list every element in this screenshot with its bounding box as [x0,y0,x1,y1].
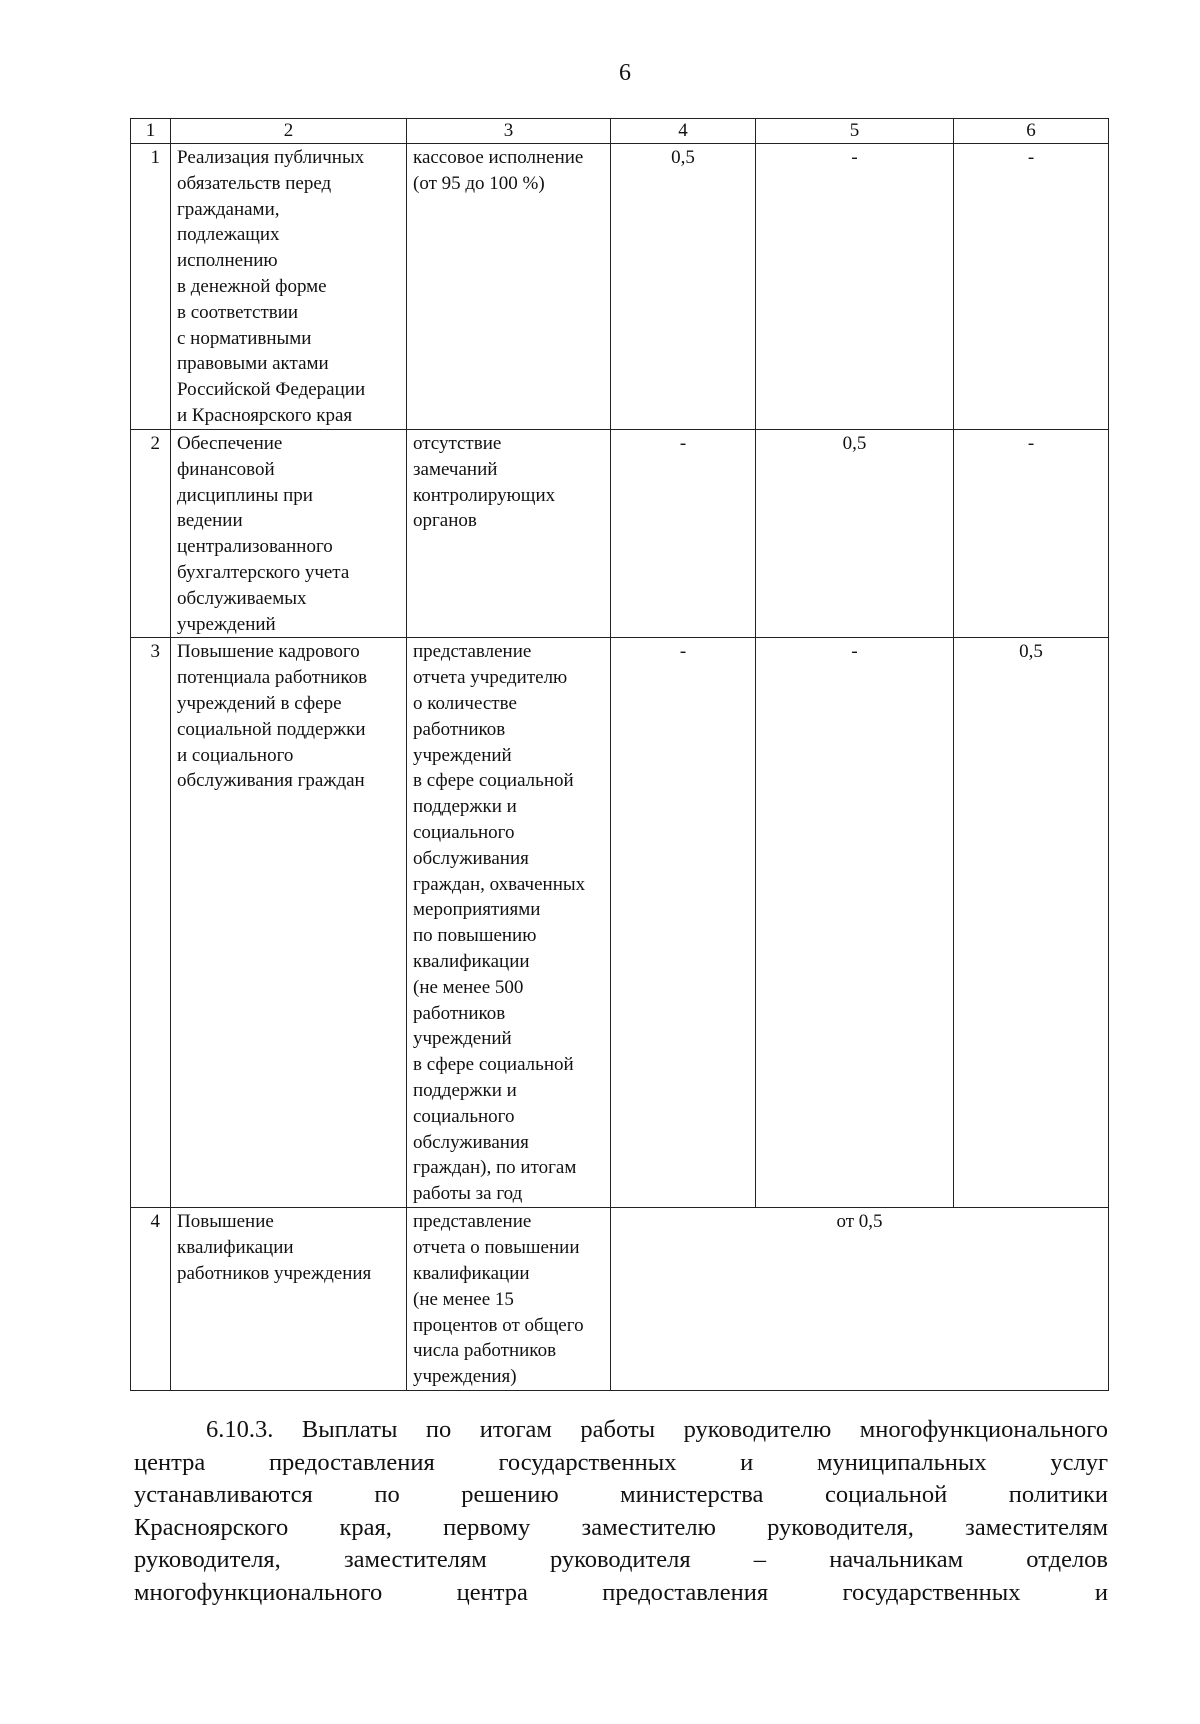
cell-line: с нормативными [177,327,312,349]
cell-line: работников [413,1002,506,1024]
row-name [171,1208,407,1391]
cell-line: граждан), по итогам [413,1157,577,1179]
header-cell: 3 [407,119,611,144]
cell-line: исполнению [177,250,278,272]
cell-line: социального [413,1105,515,1127]
row-value-col5: - [756,144,954,430]
cell-line: учреждений [413,1028,512,1050]
paragraph-line: многофункционального центра предоставления государственных и [134,1578,1108,1606]
table-row [131,638,1109,1208]
cell-line: отсутствие [413,433,502,454]
cell-line: Российской Федерации [177,379,366,401]
cell-line: работы за год [413,1183,523,1205]
cell-line: обслуживания [413,847,529,869]
cell-line: (не менее 15 [413,1288,514,1310]
cell-line: в денежной форме [177,275,327,297]
row-number: 3 [131,638,171,1208]
cell-line: контролирующих [413,484,556,506]
row-number: 4 [131,1208,171,1391]
row-number: 2 [131,430,171,638]
row-value-col4: - [611,638,756,1208]
paragraph-line: устанавливаются по решению министерства социальной политики [134,1481,1108,1508]
row-name [171,638,407,1208]
cell-line: органов [413,510,477,532]
row-value-col6: - [954,430,1109,638]
cell-line: финансовой [177,458,275,480]
cell-line: замечаний [413,458,498,480]
cell-line: гражданами, [177,198,280,220]
cell-line: представление [413,1211,532,1233]
cell-line: граждан, охваченных [413,873,586,895]
header-cell: 2 [171,119,407,144]
cell-line: обязательств перед [177,172,332,194]
cell-line: процентов от общего [413,1314,584,1336]
row-value-col5: - [756,638,954,1208]
cell-line: Повышение [177,1211,274,1233]
cell-line: социальной поддержки [177,718,366,740]
cell-line: обслуживания [413,1131,529,1153]
cell-line: социального [413,821,515,843]
cell-line: (не менее 500 [413,976,524,998]
paragraph-line: 6.10.3. Выплаты по итогам работы руководителю многофункционального [206,1416,1108,1443]
cell-line: работников [413,718,506,740]
cell-line: квалификации [413,950,530,972]
cell-line: (от 95 до 100 %) [413,172,545,194]
cell-line: бухгалтерского учета [177,561,350,583]
paragraph-line: руководителя, заместителям руководителя – начальникам отделов [134,1546,1108,1573]
cell-line: в соответствии [177,301,299,323]
cell-line: работников учреждения [177,1262,372,1284]
row-indicator [407,430,611,638]
cell-line: и социального [177,744,294,766]
cell-line: учреждений [177,613,276,635]
cell-line: отчета учредителю [413,667,568,689]
cell-line: учреждения) [413,1366,517,1388]
cell-line: в сфере социальной [413,770,574,792]
cell-line: квалификации [413,1262,530,1284]
cell-line: централизованного [177,536,333,558]
table-header-row [131,119,1109,144]
page-number: 6 [619,60,631,86]
row-indicator [407,144,611,430]
cell-line: потенциала работников [177,667,368,689]
cell-line: дисциплины при [177,484,313,506]
row-value-col4: 0,5 [611,144,756,430]
cell-line: Обеспечение [177,433,283,454]
header-cell: 6 [954,119,1109,144]
header-cell: 1 [131,119,171,144]
cell-line: обслуживания граждан [177,770,365,792]
cell-line: ведении [177,510,243,532]
table-row [131,430,1109,638]
row-name [171,430,407,638]
cell-line: квалификации [177,1237,294,1259]
cell-line: учреждений [413,744,512,766]
cell-line: и Красноярского края [177,404,353,426]
paragraph-line: центра предоставления государственных и муниципальных услуг [134,1448,1108,1476]
body-paragraph [134,1414,1108,1609]
cell-line: Повышение кадрового [177,641,360,663]
paragraph-line: Красноярского края, первому заместителю руководителя, заместителям [134,1513,1108,1541]
cell-line: по повышению [413,925,537,947]
cell-line: мероприятиями [413,899,541,921]
cell-line: подлежащих [177,224,280,246]
header-cell: 5 [756,119,954,144]
cell-line: правовыми актами [177,353,329,375]
row-value-col4: - [611,430,756,638]
cell-line: в сфере социальной [413,1054,574,1076]
row-value-col5: 0,5 [756,430,954,638]
table-row [131,144,1109,430]
cell-line: числа работников [413,1340,557,1362]
row-merged-value: от 0,5 [611,1208,1109,1391]
cell-line: учреждений в сфере [177,692,342,714]
row-indicator [407,638,611,1208]
cell-line: поддержки и [413,796,517,818]
cell-line: кассовое исполнение [413,147,584,168]
indicators-table [130,118,1109,1391]
row-value-col6: - [954,144,1109,430]
cell-line: отчета о повышении [413,1237,580,1259]
row-value-col6: 0,5 [954,638,1109,1208]
header-cell: 4 [611,119,756,144]
cell-line: Реализация публичных [177,147,365,168]
row-name [171,144,407,430]
cell-line: о количестве [413,692,517,714]
cell-line: обслуживаемых [177,587,307,609]
cell-line: поддержки и [413,1079,517,1101]
row-indicator [407,1208,611,1391]
cell-line: представление [413,641,532,663]
row-number: 1 [131,144,171,430]
table-row [131,1208,1109,1391]
